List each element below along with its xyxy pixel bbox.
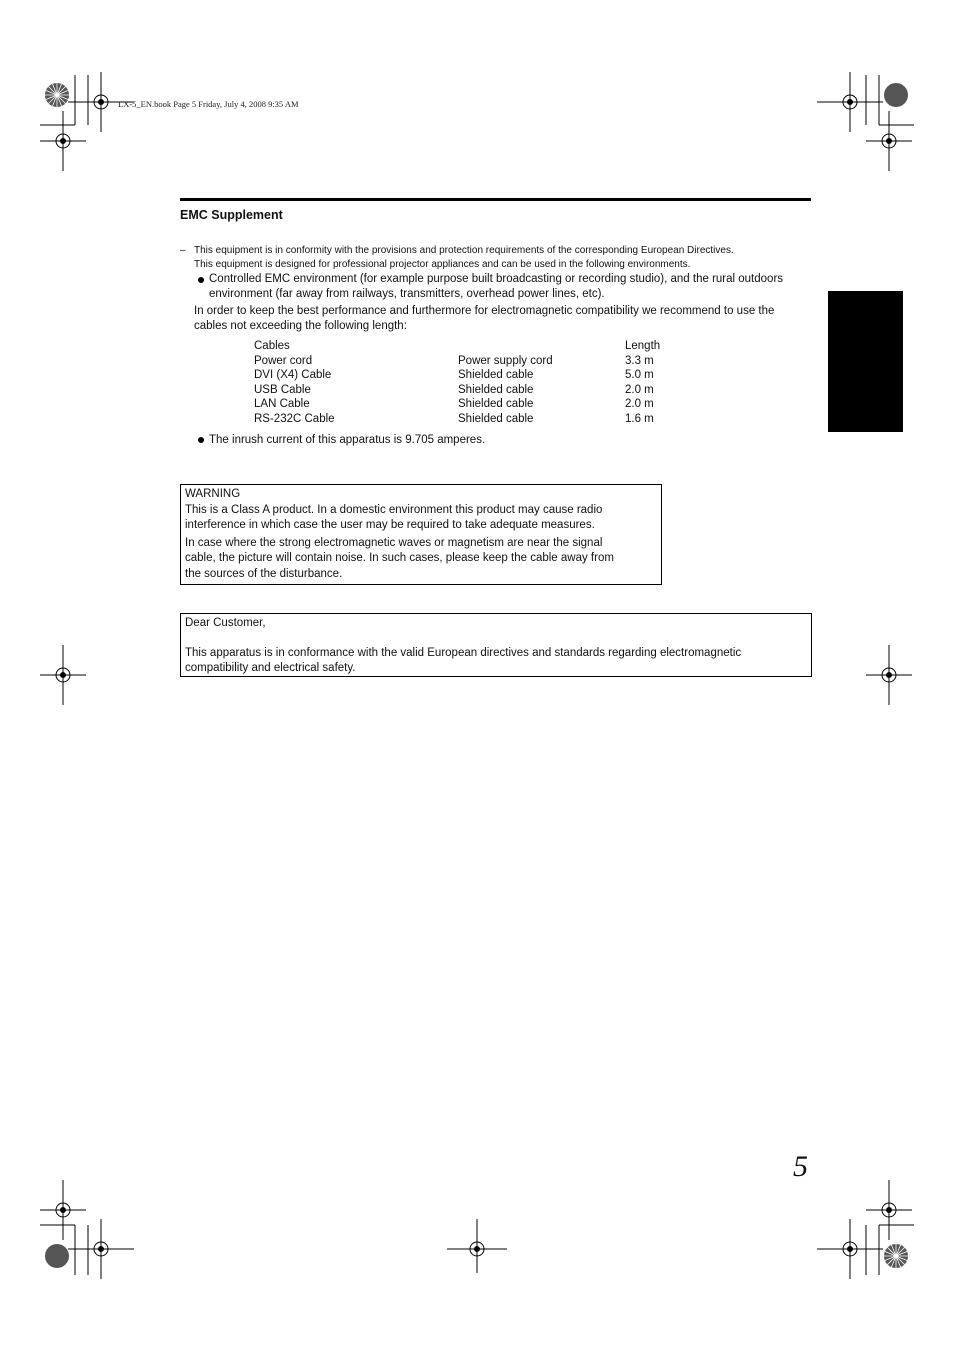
bullet-icon [198, 437, 204, 443]
warning-para2-line1: In case where the strong electromagnetic waves or magnetism are near the signal [185, 536, 603, 549]
warning-para2-line2: cable, the picture will contain noise. In such cases, please keep the cable away from [185, 552, 614, 564]
cable-length: 1.6 m [625, 412, 654, 425]
bullet-icon [198, 277, 204, 283]
cable-length: 3.3 m [625, 354, 654, 367]
section-title: EMC Supplement [180, 208, 283, 222]
cable-type: Power supply cord [458, 354, 553, 367]
cable-name: USB Cable [254, 383, 311, 396]
header-length: Length [625, 340, 661, 352]
warning-para1-line1: This is a Class A product. In a domestic environment this product may cause radio [185, 503, 603, 516]
performance-line-2: cables not exceeding the following length: [194, 320, 407, 332]
dash-mark: – [180, 245, 186, 256]
bullet1-line-1: Controlled EMC environment (for example purpose built broadcasting or recording studio), and the rural outdoors [209, 273, 784, 285]
warning-box [180, 484, 662, 585]
cable-type: Shielded cable [458, 398, 534, 410]
warning-para1-line2: interference in which case the user may be required to take adequate measures. [185, 519, 595, 531]
warning-para2-line3: the sources of the disturbance. [185, 567, 343, 580]
customer-body-line1: This apparatus is in conformance with the valid European directives and standards regarding electromagnetic [185, 646, 742, 659]
page-number: 5 [793, 1150, 808, 1183]
customer-greeting: Dear Customer, [185, 617, 266, 629]
bullet1-line-2: environment (far away from railways, transmitters, overhead power lines, etc). [209, 288, 605, 300]
cable-name: RS-232C Cable [254, 412, 335, 425]
performance-line-1: In order to keep the best performance and furthermore for electromagnetic compatibility we recommend to use the [194, 305, 775, 317]
cable-type: Shielded cable [458, 369, 534, 381]
cable-length: 2.0 m [625, 383, 654, 396]
cable-type: Shielded cable [458, 412, 534, 425]
customer-notice-box [180, 613, 812, 677]
side-tab-marker [828, 291, 903, 432]
warning-heading: WARNING [185, 488, 241, 500]
cable-name: Power cord [254, 354, 313, 367]
cable-name: LAN Cable [254, 398, 310, 410]
cable-name: DVI (X4) Cable [254, 369, 332, 381]
cable-type: Shielded cable [458, 383, 534, 396]
intro-line-2: This equipment is designed for professional projector appliances and can be used in the following environments. [194, 259, 691, 270]
cable-length: 5.0 m [625, 369, 654, 381]
customer-body-line2: compatibility and electrical safety. [185, 662, 356, 674]
intro-line-1: This equipment is in conformity with the provisions and protection requirements of the corresponding European Directives. [194, 245, 734, 256]
cable-length: 2.0 m [625, 398, 654, 410]
inrush-current-note: The inrush current of this apparatus is 9.705 amperes. [209, 434, 486, 446]
section-top-rule [180, 198, 811, 201]
header-cables: Cables [254, 340, 290, 352]
book-info-header: LX-5_EN.book Page 5 Friday, July 4, 2008 9:35 AM [118, 99, 299, 109]
